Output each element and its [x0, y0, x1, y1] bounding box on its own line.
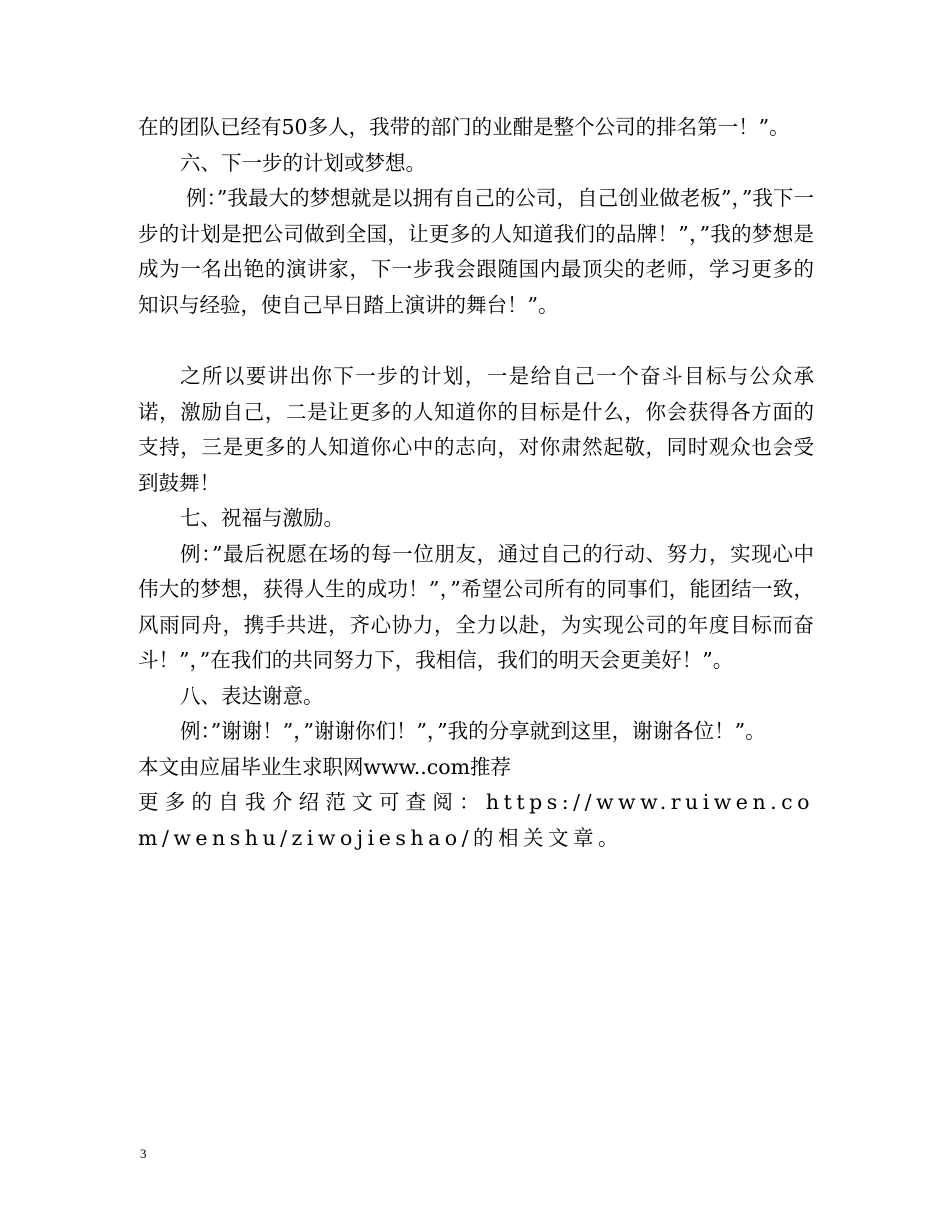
- heading-section-eight: 八、表达谢意。: [180, 683, 324, 708]
- paragraph-dream-example: 例：”我最大的梦想就是以拥有自己的公司，自己创业做老板”，”我下一步的计划是把公司做到全国，让更多的人知道我们的品牌！”，”我的梦想是成为一名出铯的演讲家，下一步我会跟随国内最顶尖的老师，学习更多的知识与经验，使自己早日踏上演讲的舞台！”。: [138, 186, 814, 317]
- heading-section-six: 六、下一步的计划或梦想。: [180, 150, 426, 175]
- heading-section-seven: 七、祝福与激励。: [180, 506, 344, 530]
- paragraph-plan-reason: 之所以要讲出你下一步的计划，一是给自己一个奋斗目标与公众承诺，激励自己，二是让更多的人知道你的目标是什么，你会获得各方面的支持，三是更多的人知道你心中的志向，对你肃然起敬，同时观众也会受到鼓舞！: [138, 364, 814, 495]
- paragraph-team-ranking: 在的团队已经有50多人，我带的部门的业酣是整个公司的排名第一！”。: [138, 115, 790, 139]
- paragraph-blessing-example: 例：”最后祝愿在场的每一位朋友，通过自己的行动、努力，实现心中伟大的梦想，获得人生的成功！”，”希望公司所有的同事们，能团结一致，风雨同舟，携手共进，齐心协力，全力以赴，为实现公司的年度目标而奋斗！”，”在我们的共同努力下，我相信，我们的明天会更美好！”。: [138, 541, 814, 672]
- paragraph-spacer: [138, 323, 814, 359]
- paragraph-source-note: 本文由应届毕业生求职网www..com推荐: [138, 754, 512, 779]
- page-number: 3: [140, 1146, 147, 1161]
- paragraph-more-link: 更多的自我介绍范文可查阅：https://www.ruiwen.com/wenshu/ziwojieshao/的相关文章。: [138, 790, 814, 850]
- paragraph-thanks-example: 例：”谢谢！”，”谢谢你们！”，”我的分享就到这里，谢谢各位！”。: [180, 719, 766, 743]
- document-body: [138, 110, 814, 856]
